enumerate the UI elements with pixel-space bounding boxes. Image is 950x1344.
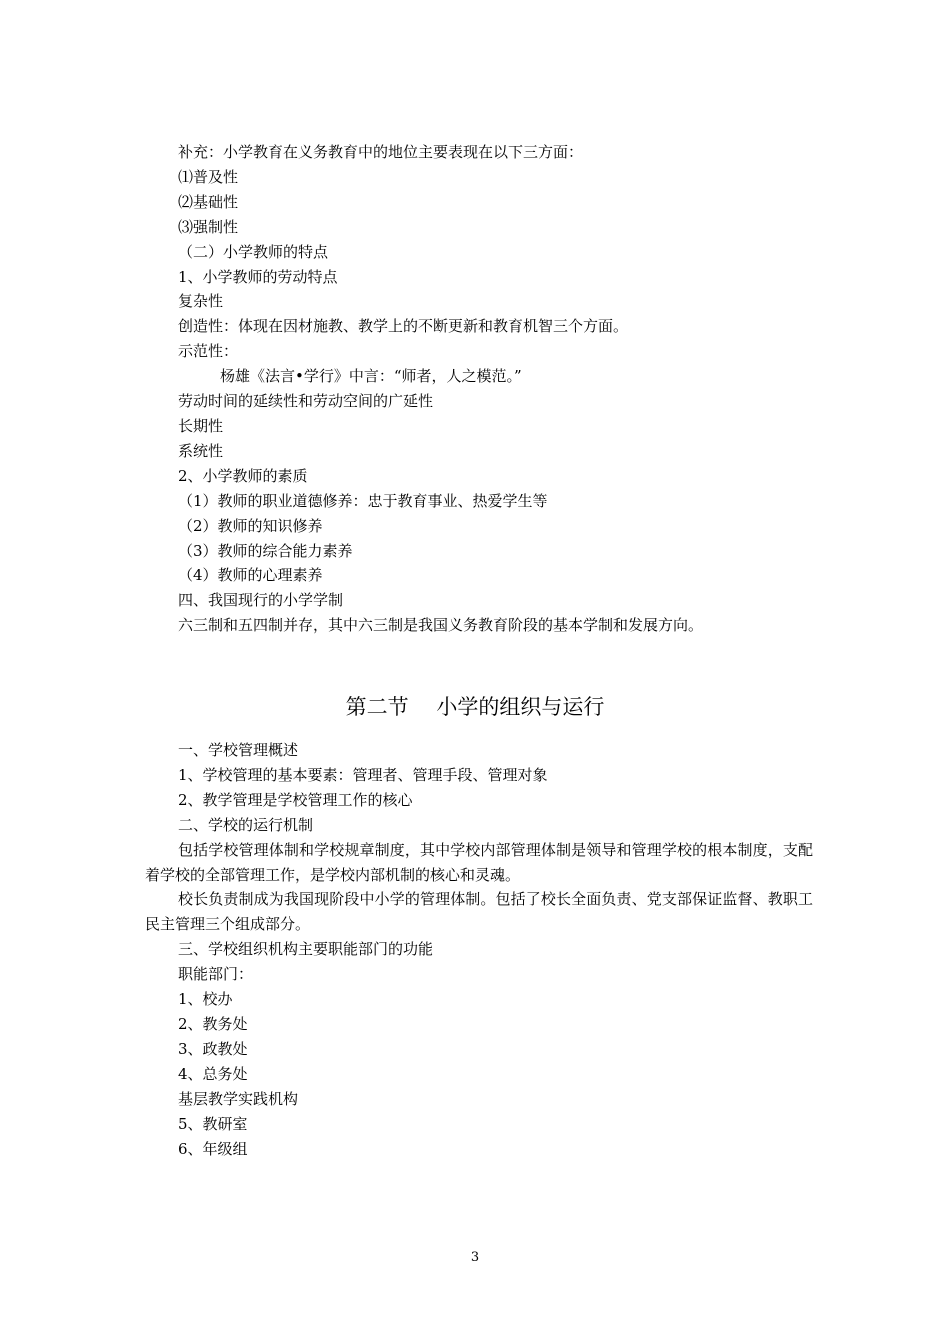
text-line: （1）教师的职业道德修养：忠于教育事业、热爱学生等 <box>178 491 548 510</box>
page-number: 3 <box>470 1250 480 1265</box>
text-line: 长期性 <box>178 416 224 435</box>
subheading: 一、学校管理概述 <box>178 741 299 759</box>
text-line: （3）教师的综合能力素养 <box>178 541 353 560</box>
text-line: ⑵基础性 <box>178 192 239 211</box>
text-line: 创造性：体现在因材施教、教学上的不断更新和教育机智三个方面。 <box>178 317 629 336</box>
subheading: 三、学校组织机构主要职能部门的功能 <box>178 940 434 959</box>
bottom-text-block <box>145 738 813 1161</box>
subheading: 1、小学教师的劳动特点 <box>178 267 338 286</box>
text-line: （4）教师的心理素养 <box>178 566 323 585</box>
paragraph: 校长负责制成为我国现阶段中小学的管理体制。包括了校长全面负责、党支部保证监督、教职工民主管理三个组成部分。 <box>145 890 813 934</box>
subheading: 二、学校的运行机制 <box>178 815 314 834</box>
text-line: 六三制和五四制并存，其中六三制是我国义务教育阶段的基本学制和发展方向。 <box>178 616 704 635</box>
text-line: 职能部门： <box>178 965 254 984</box>
list-item: 1、校办 <box>178 990 233 1009</box>
subheading: （二）小学教师的特点 <box>178 242 329 261</box>
text-line: （2）教师的知识修养 <box>178 516 323 535</box>
text-line: 示范性： <box>178 342 239 361</box>
list-item: 4、总务处 <box>178 1064 248 1083</box>
text-line: 复杂性 <box>178 292 224 311</box>
text-line: 2、教学管理是学校管理工作的核心 <box>178 790 413 809</box>
list-item: 3、政教处 <box>178 1039 248 1058</box>
text-line: 基层教学实践机构 <box>178 1089 299 1108</box>
list-item: 2、教务处 <box>178 1014 248 1033</box>
text-line: 补充：小学教育在义务教育中的地位主要表现在以下三方面： <box>178 143 584 161</box>
text-line: 系统性 <box>178 441 224 460</box>
text-line: 劳动时间的延续性和劳动空间的广延性 <box>178 392 434 411</box>
top-text-block <box>145 140 813 638</box>
quote-line: 杨雄《法言•学行》中言：“师者，人之模范。” <box>220 367 522 386</box>
paragraph: 包括学校管理体制和学校规章制度，其中学校内部管理体制是领导和管理学校的根本制度，支配着学校的全部管理工作，是学校内部机制的核心和灵魂。 <box>145 840 813 884</box>
text-line: ⑴普及性 <box>178 167 239 186</box>
list-item: 5、教研室 <box>178 1114 248 1133</box>
subheading: 2、小学教师的素质 <box>178 466 308 485</box>
text-line: 1、学校管理的基本要素：管理者、管理手段、管理对象 <box>178 765 548 784</box>
list-item: 6、年级组 <box>178 1139 248 1158</box>
subheading: 四、我国现行的小学学制 <box>178 591 344 610</box>
section-title: 第二节 小学的组织与运行 <box>345 695 605 719</box>
text-line: ⑶强制性 <box>178 217 239 236</box>
